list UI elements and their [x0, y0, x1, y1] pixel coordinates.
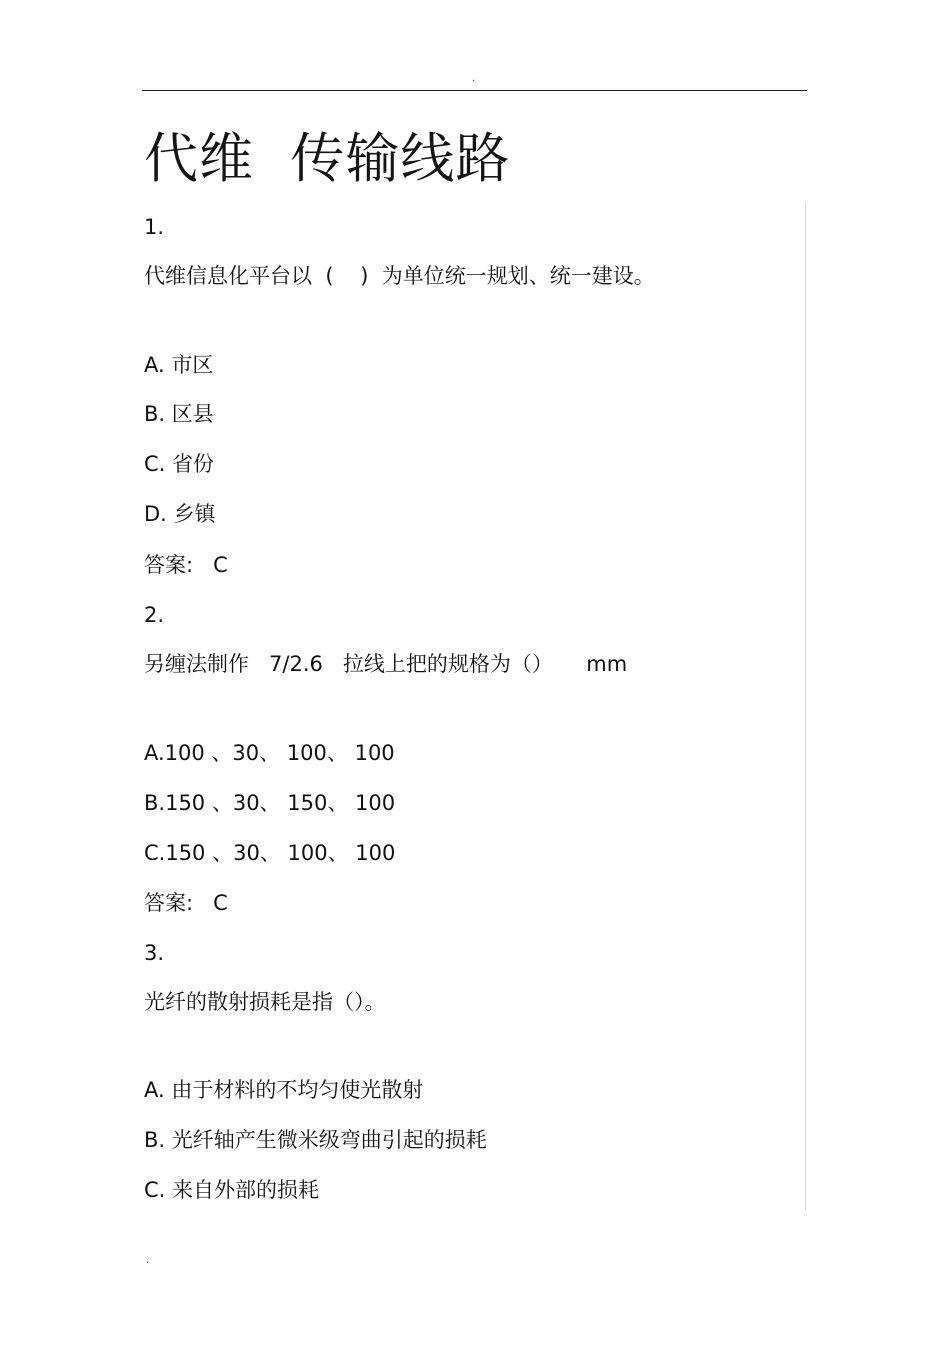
question-1-option-c: C. 省份 — [144, 452, 215, 476]
question-3-option-b: B. 光纤轴产生微米级弯曲引起的损耗 — [144, 1128, 487, 1152]
question-1-stem: 代维信息化平台以 ( ) 为单位统一规划、统一建设。 — [144, 264, 655, 288]
question-2-number: 2. — [144, 603, 165, 627]
page-title: 代维 传输线路 — [144, 127, 511, 190]
question-2-option-c: C.150 、30、 100、 100 — [144, 841, 396, 865]
question-3-number: 3. — [144, 941, 165, 965]
question-2-stem: 另缠法制作 7/2.6 拉线上把的规格为（） mm — [144, 652, 628, 676]
right-border-rule — [805, 203, 806, 1210]
footer-dot: . — [146, 1255, 150, 1266]
question-3-stem: 光纤的散射损耗是指（）。 — [144, 990, 386, 1014]
question-2-option-a: A.100 、30、 100、 100 — [144, 741, 395, 765]
question-1-option-a: A. 市区 — [144, 353, 214, 377]
header-dot: . — [472, 73, 476, 84]
question-3-option-c: C. 来自外部的损耗 — [144, 1178, 320, 1202]
question-1-answer: 答案: C — [144, 553, 228, 577]
question-1-option-b: B. 区县 — [144, 402, 214, 426]
question-1-number: 1. — [144, 215, 165, 239]
question-2-answer: 答案: C — [144, 891, 228, 915]
question-1-option-d: D. 乡镇 — [144, 502, 216, 526]
header-rule — [142, 90, 807, 91]
question-2-option-b: B.150 、30、 150、 100 — [144, 791, 396, 815]
question-3-option-a: A. 由于材料的不均匀使光散射 — [144, 1078, 424, 1102]
